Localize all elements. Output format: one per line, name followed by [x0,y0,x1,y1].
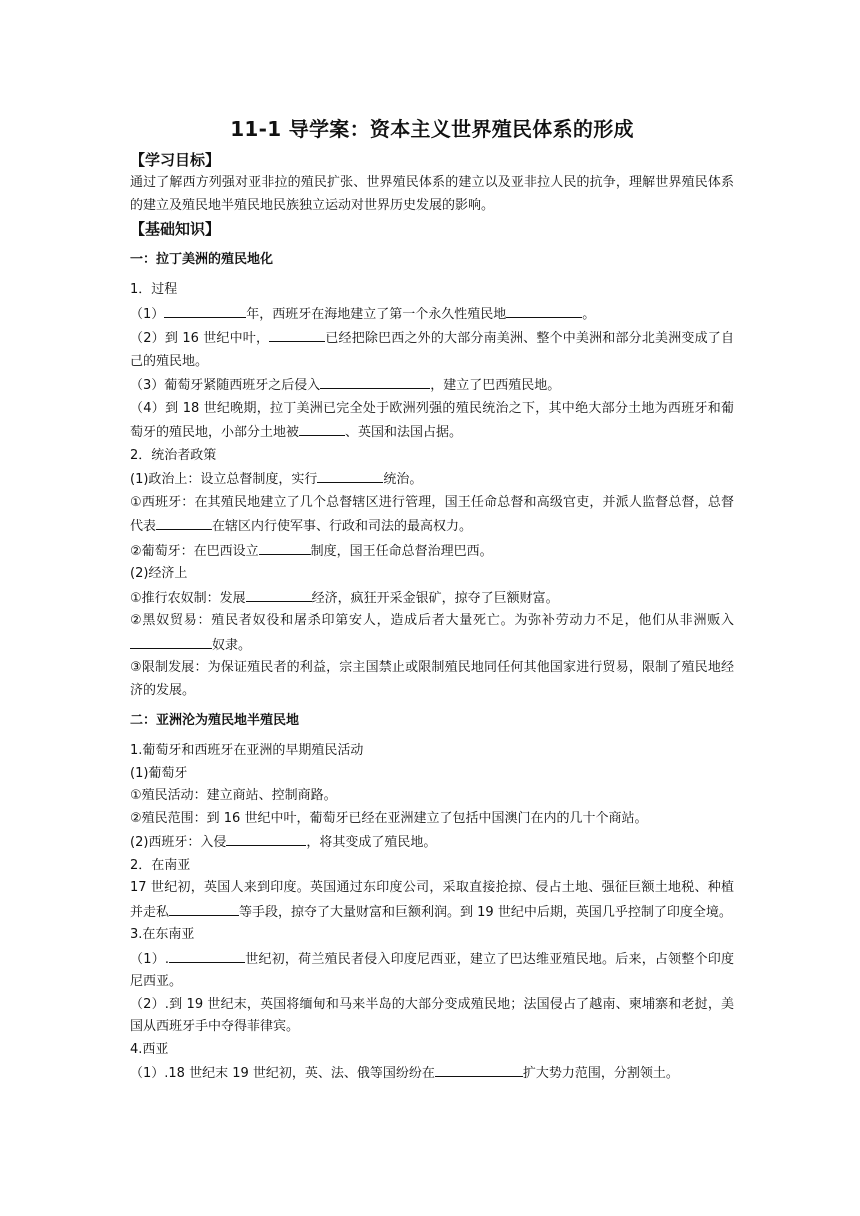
southeast-asia-label: 3.在东南亚 [130,927,195,942]
fill-blank[interactable] [259,539,311,555]
document-title: 11-1 导学案：资本主义世界殖民体系的形成 [230,117,634,141]
policy-political: (1)政治上：设立总督制度，实行 统治。 [130,467,734,492]
asia-portugal-label: (1)葡萄牙 [130,765,188,781]
asia-early-activities: 1.葡萄牙和西班牙在亚洲的早期殖民活动 [130,743,364,758]
fill-blank[interactable] [156,514,212,530]
section-asia-heading: 二：亚洲沦为殖民地半殖民地 [130,713,300,728]
south-asia-label: 2．在南亚 [130,857,191,873]
southeast-asia-item-2: （2）.到 19 世纪末，英国将缅甸和马来半岛的大部分变成殖民地；法国侵占了越南、柬埔寨和老挝，美国从西班牙手中夺得菲律宾。 [130,996,734,1034]
fill-blank[interactable] [246,586,312,602]
policy-slave-trade: ②黑奴贸易：殖民者奴役和屠杀印第安人，造成后者大量死亡。为弥补劳动力不足，他们从非洲贩入奴隶。 [130,613,734,653]
policy-restrict-development: ③限制发展：为保证殖民者的利益，宗主国禁止或限制殖民地同任何其他国家进行贸易，限制了殖民地经济的发展。 [130,660,734,698]
asia-portugal-activity: ①殖民活动：建立商站、控制商路。 [130,788,337,803]
asia-portugal-scope: ②殖民范围：到 16 世纪中叶，葡萄牙已经在亚洲建立了包括中国澳门在内的几十个商站。 [130,810,648,826]
process-item-1: （1） 年，西班牙在海地建立了第一个永久性殖民地 。 [130,302,734,327]
fill-blank[interactable] [299,420,345,436]
process-item-2: （2）到 16 世纪中叶， 已经把除巴西之外的大部分南美洲、整个中美洲和部分北美洲变成了自己的殖民地。 [130,326,734,373]
fill-blank[interactable] [164,302,246,318]
fill-blank[interactable] [435,1061,523,1077]
fill-blank[interactable] [269,326,325,342]
document-body [130,114,734,1086]
process-item-4: （4）到 18 世纪晚期，拉丁美洲已完全处于欧洲列强的殖民统治之下，其中绝大部分土地为西班牙和葡萄牙的殖民地，小部分土地被 、英国和法国占据。 [130,400,734,440]
process-label: 1．过程 [130,282,178,297]
basic-knowledge-heading: 【基础知识】 [130,220,221,238]
learning-goals-text: 通过了解西方列强对亚非拉的殖民扩张、世界殖民体系的建立以及亚非拉人民的抗争，理解世界殖民体系的建立及殖民地半殖民地民族独立运动对世界历史发展的影响。 [130,175,734,213]
policy-spain: ①西班牙：在其殖民地建立了几个总督辖区进行管理，国王任命总督和高级官吏，并派人监督总督，总督代表 在辖区内行使军事、行政和司法的最高权力。 [130,494,734,534]
policy-economic-label: (2)经济上 [130,566,188,581]
fill-blank[interactable] [169,947,245,963]
policy-serfdom: ①推行农奴制：发展 经济，疯狂开采金银矿，掠夺了巨额财富。 [130,586,734,611]
asia-spain: (2)西班牙：入侵 ，将其变成了殖民地。 [130,830,734,855]
fill-blank[interactable] [226,830,306,846]
learning-goals-heading: 【学习目标】 [130,151,221,169]
fill-blank[interactable] [506,302,582,318]
west-asia-item-1: （1）.18 世纪末 19 世纪初，英、法、俄等国纷纷在 扩大势力范围，分割领土。 [130,1061,734,1086]
southeast-asia-item-1: （1）. 世纪初，荷兰殖民者侵入印度尼西亚，建立了巴达维亚殖民地。后来，占领整个印度尼西亚。 [130,947,734,994]
south-asia-text: 17 世纪初，英国人来到印度。英国通过东印度公司，采取直接抢掠、侵占土地、强征巨额土地税、种植并走私 等手段，掠夺了大量财富和巨额利润。到 19 世纪中后期，英国几乎控制了印度全境。 [130,880,734,920]
fill-blank[interactable] [317,467,383,483]
fill-blank[interactable] [320,373,430,389]
policy-portugal: ②葡萄牙：在巴西设立 制度，国王任命总督治理巴西。 [130,539,734,564]
west-asia-label: 4.西亚 [130,1041,169,1057]
policy-label: 2．统治者政策 [130,447,217,463]
fill-blank[interactable] [169,900,239,916]
process-item-3: （3）葡萄牙紧随西班牙之后侵入 ，建立了巴西殖民地。 [130,373,734,398]
section-latin-america-heading: 一：拉丁美洲的殖民地化 [130,252,274,267]
fill-blank[interactable] [130,633,212,649]
